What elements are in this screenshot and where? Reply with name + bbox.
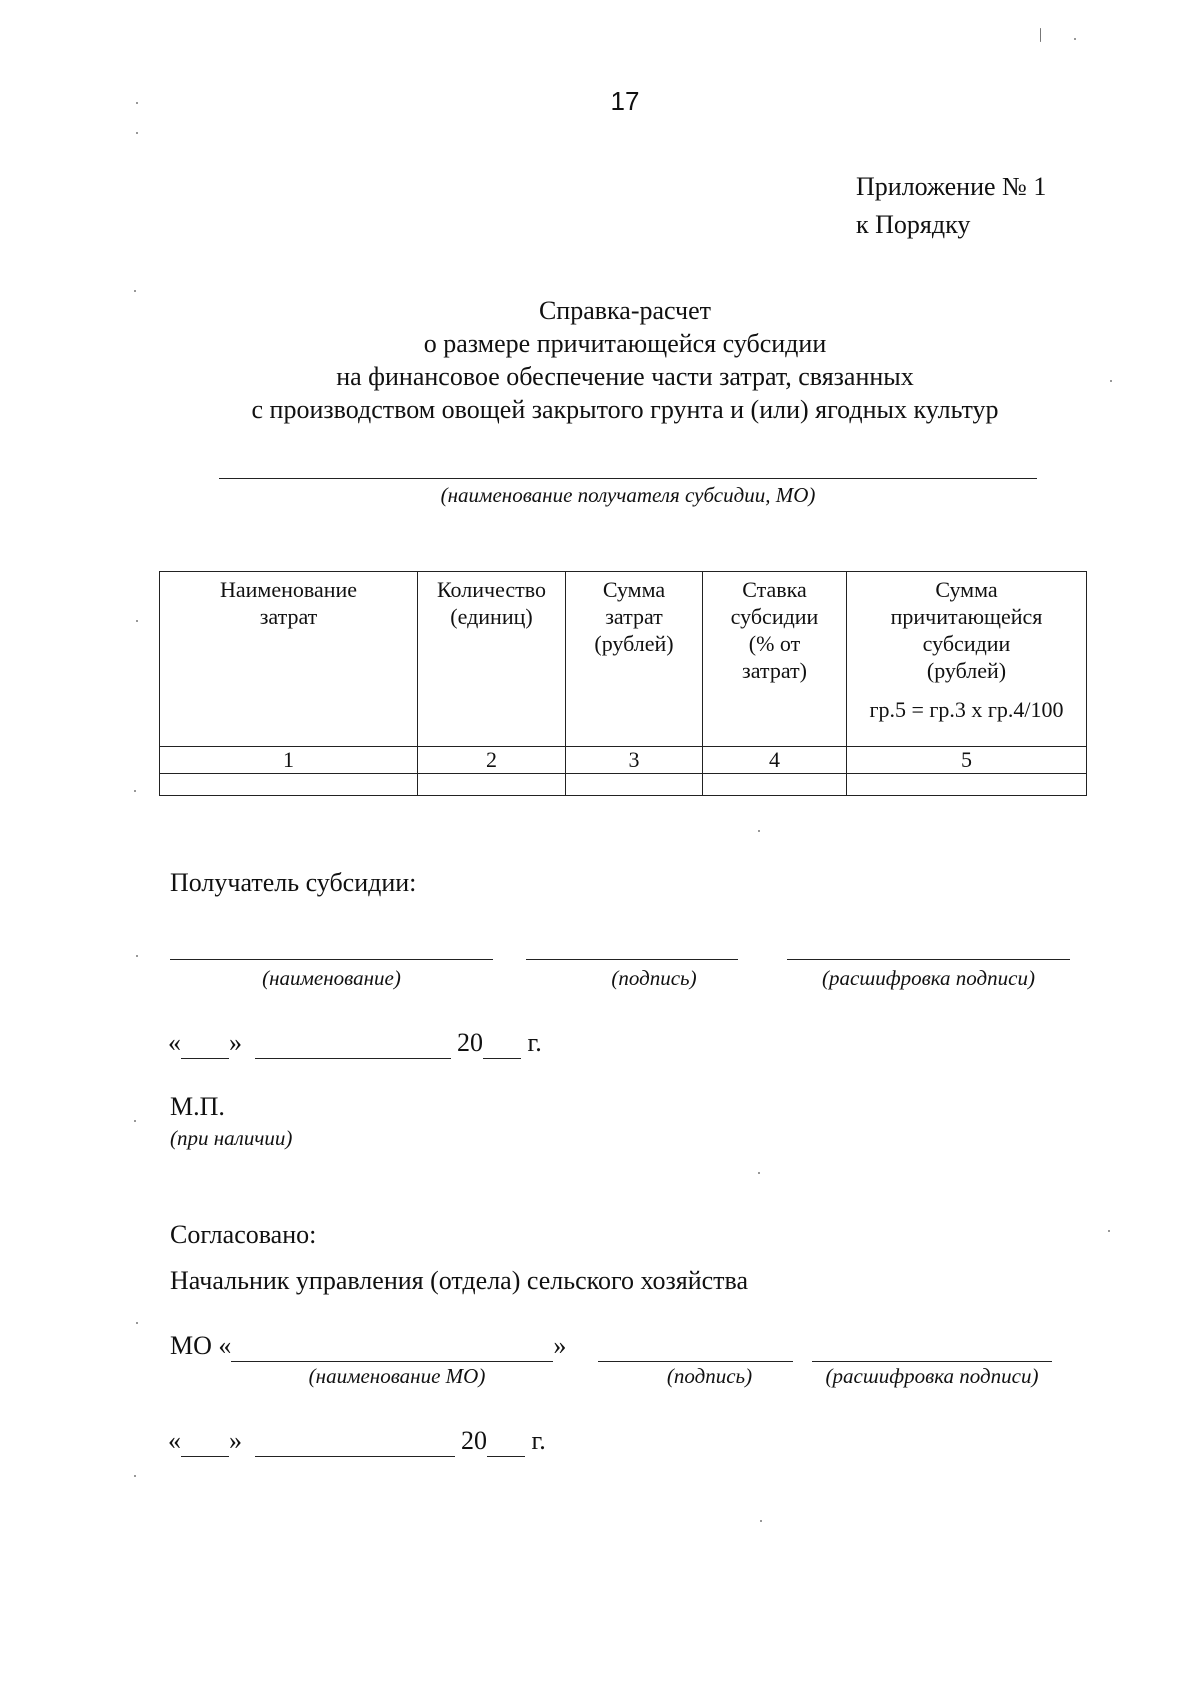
approval-decoding-line — [812, 1361, 1052, 1362]
mo-suffix: » — [553, 1331, 567, 1360]
recipient-name-sign-line — [170, 959, 493, 960]
appendix-line-2: к Порядку — [856, 210, 971, 239]
scan-speck — [134, 1120, 136, 1122]
header-subsidy-sum: Сумма причитающейся субсидии (рублей) гр.5 = гр.3 х гр.4/100 — [847, 572, 1087, 747]
approval-mo-line — [170, 1331, 566, 1362]
recipient-heading: Получатель субсидии: — [170, 868, 417, 897]
column-number-4: 4 — [703, 747, 847, 774]
approval-signature-caption: (подпись) — [666, 1364, 753, 1388]
date-open-quote: « — [168, 1426, 181, 1455]
stamp-label: М.П. — [170, 1092, 225, 1121]
recipient-date — [168, 1028, 542, 1059]
scan-speck — [760, 1520, 762, 1522]
year-blank — [487, 1426, 525, 1457]
title-line-1: Справка-расчет — [538, 296, 712, 325]
document-title — [0, 294, 1200, 426]
scan-speck — [136, 102, 138, 104]
column-number-2: 2 — [418, 747, 566, 774]
scan-speck — [1108, 1230, 1110, 1232]
appendix-line-1: Приложение № 1 — [856, 172, 1047, 201]
recipient-name-caption: (наименование получателя субсидии, МО) — [440, 483, 816, 507]
scan-speck — [1074, 38, 1076, 40]
header-subsidy-rate: Ставка субсидии (% от затрат) — [703, 572, 847, 747]
year-prefix: 20 — [461, 1426, 487, 1455]
header-quantity: Количество (единиц) — [418, 572, 566, 747]
title-line-2: о размере причитающейся субсидии — [423, 329, 827, 358]
date-close-quote: » — [229, 1426, 242, 1455]
recipient-name-line — [219, 478, 1037, 479]
stamp-note: (при наличии) — [170, 1126, 293, 1150]
column-number-1: 1 — [160, 747, 418, 774]
recipient-name-sign-caption: (наименование) — [262, 966, 401, 990]
recipient-decoding-caption: (расшифровка подписи) — [822, 966, 1035, 990]
header-cost-sum: Сумма затрат (рублей) — [566, 572, 703, 747]
scan-speck — [134, 790, 136, 792]
table-header-row — [160, 572, 1087, 747]
month-blank — [255, 1028, 451, 1059]
year-blank — [483, 1028, 521, 1059]
subsidy-formula: гр.5 = гр.3 х гр.4/100 — [869, 697, 1064, 722]
recipient-signature-caption: (подпись) — [611, 966, 697, 990]
scan-speck — [1110, 380, 1112, 382]
recipient-signature-line — [526, 959, 738, 960]
scan-speck — [136, 132, 138, 134]
table-data-row — [160, 774, 1087, 796]
page-number: 17 — [610, 86, 640, 116]
date-close-quote: » — [229, 1028, 242, 1057]
scan-speck — [136, 1322, 138, 1324]
approval-position: Начальник управления (отдела) сельского хозяйства — [170, 1266, 749, 1295]
day-blank — [181, 1028, 229, 1059]
cell-cost-sum — [566, 774, 703, 796]
cell-quantity — [418, 774, 566, 796]
cell-cost-name — [160, 774, 418, 796]
mo-prefix: МО « — [170, 1331, 232, 1360]
approval-date — [168, 1426, 546, 1457]
approval-signature-line — [598, 1361, 793, 1362]
date-open-quote: « — [168, 1028, 181, 1057]
approval-mo-caption: (наименование МО) — [308, 1364, 486, 1388]
title-line-4: с производством овощей закрытого грунта и (или) ягодных культур — [251, 395, 999, 424]
column-number-row — [160, 747, 1087, 774]
year-suffix: г. — [527, 1028, 542, 1057]
column-number-5: 5 — [847, 747, 1087, 774]
mo-name-blank — [231, 1331, 553, 1362]
scan-speck — [134, 290, 136, 292]
scan-speck — [758, 1172, 760, 1174]
recipient-decoding-line — [787, 959, 1070, 960]
month-blank — [255, 1426, 455, 1457]
cell-subsidy-rate — [703, 774, 847, 796]
cell-subsidy-sum — [847, 774, 1087, 796]
scan-speck — [136, 620, 138, 622]
day-blank — [181, 1426, 229, 1457]
approval-heading: Согласовано: — [170, 1220, 317, 1249]
year-suffix: г. — [531, 1426, 546, 1455]
scan-speck — [1040, 28, 1041, 42]
scan-speck — [134, 1475, 136, 1477]
title-line-3: на финансовое обеспечение части затрат, связанных — [336, 362, 914, 391]
header-cost-name: Наименование затрат — [160, 572, 418, 747]
scan-speck — [758, 830, 760, 832]
scan-speck — [136, 955, 138, 957]
calculation-table — [159, 571, 1087, 796]
year-prefix: 20 — [457, 1028, 483, 1057]
column-number-3: 3 — [566, 747, 703, 774]
approval-decoding-caption: (расшифровка подписи) — [825, 1364, 1039, 1388]
